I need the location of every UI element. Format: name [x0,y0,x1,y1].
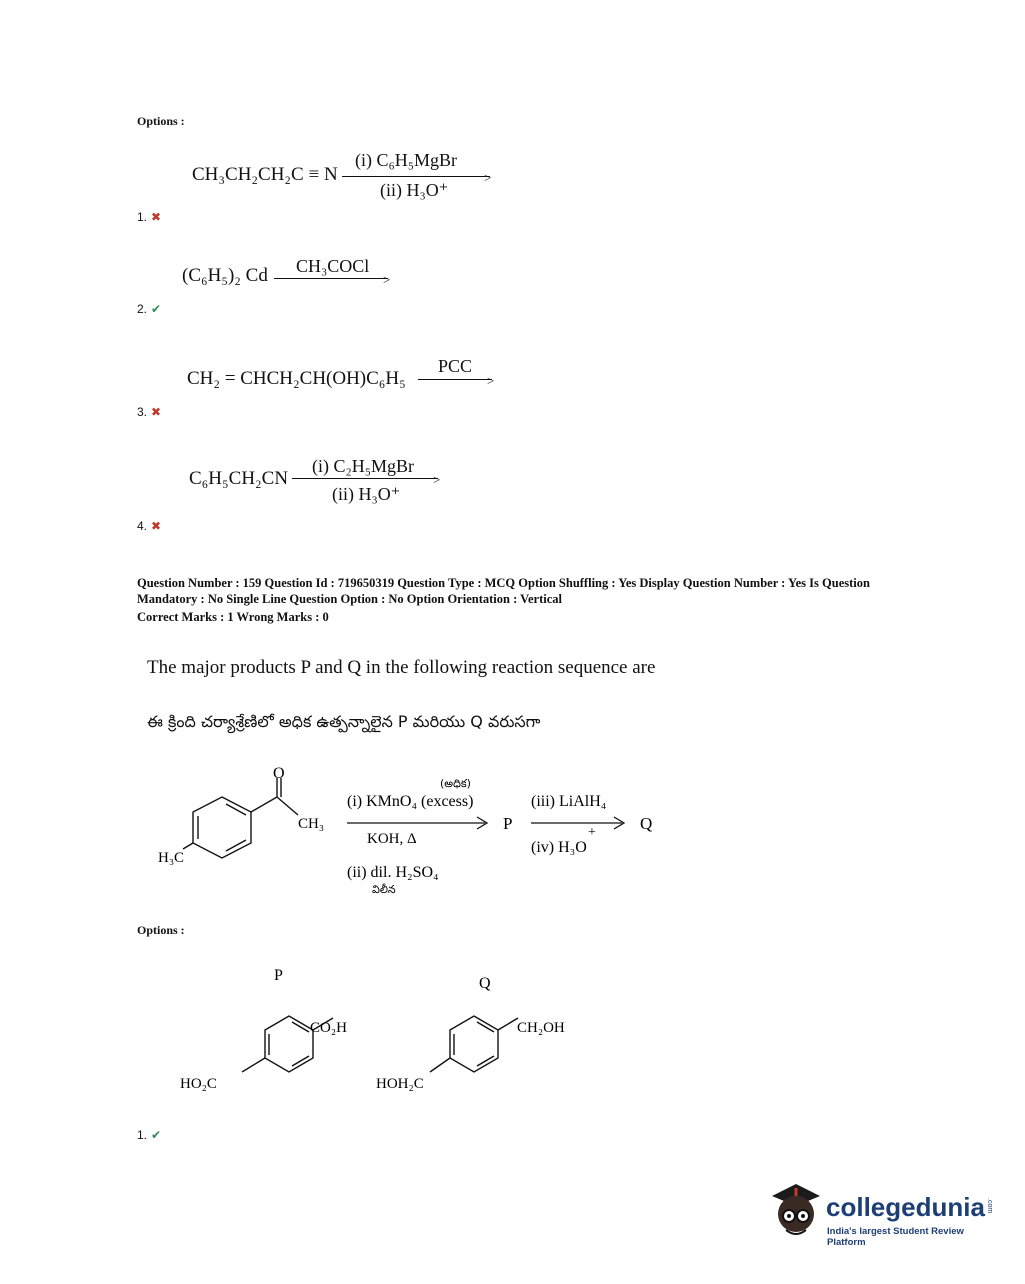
option-1-arrowhead: > [484,170,492,185]
telugu-excess-note: (అధిక) [440,777,471,790]
options-heading-2: Options : [137,923,185,937]
step1-reagent-c: (ii) dil. H₂SO₄ [347,864,439,881]
question-text-english: The major products P and Q in the following reaction sequence are [147,657,656,678]
option-4-arrow [292,478,438,479]
option-1-structures [170,960,600,1105]
q-right-group: CH₂OH [517,1020,565,1036]
option-4-arrowhead: > [433,472,441,487]
brand-name: collegedunia [826,1192,985,1222]
check-mark-icon: ✔ [151,1128,162,1142]
question-text-telugu: ఈ క్రింది చర్యాశ్రేణిలో అధిక ఉత్పన్నాలైన P మరియు Q వరుసగా [147,712,541,731]
q-label: Q [479,975,491,992]
option-1-reagent-top: (i) C₆H₅MgBr [355,150,458,170]
benzene-ring [193,797,251,858]
q-structure [430,1016,518,1072]
option-3-reagent-top: PCC [438,356,473,376]
collegedunia-logo [768,1178,998,1248]
telugu-dilute-note: విలీన [372,883,396,896]
methyl-label: CH₃ [298,816,325,832]
check-mark-icon: ✔ [151,302,162,316]
product-q: Q [640,814,653,833]
q-benzene-ring [450,1016,498,1072]
intermediate-p: P [503,814,513,833]
q-left-group: HOH₂C [376,1076,424,1092]
option-2-arrow [274,278,388,279]
mascot-icon [768,1178,824,1244]
step1-reagent-b: KOH, Δ [367,831,417,847]
p-benzene-ring [265,1016,313,1072]
options-heading: Options : [137,114,185,128]
substrate-structure [183,778,298,858]
brand-tagline: India's largest Student Review Platform [827,1226,964,1248]
wrong-mark-icon: ✖ [151,405,162,419]
option-3-label: 3. ✖ [137,405,162,419]
reaction-scheme [150,765,670,900]
option2-1-label: 1. ✔ [137,1128,162,1142]
carbonyl-oxygen: O [273,765,285,782]
option-2-arrowhead: > [383,272,391,287]
h3c-label: H₃C [158,850,185,866]
option-4-reagent-bottom: (ii) H₃O⁺ [332,484,401,504]
option-3-reactant: CH₂ = CHCH₂CH(OH)C₆H₅ [187,368,406,389]
wrong-mark-icon: ✖ [151,519,162,533]
step1-reagent-a: (i) KMnO₄ (excess) [347,793,474,810]
step2-reagent-a: (iii) LiAlH₄ [531,793,607,810]
option-1-label: 1. ✖ [137,210,162,224]
option-3-arrowhead: > [487,373,495,388]
option-1-reagent-bottom: (ii) H₃O⁺ [380,180,449,200]
option-2-label: 2. ✔ [137,302,162,316]
step2-reagent-b: (iv) H₃O [531,839,587,856]
option-4-reagent-top: (i) C₂H₅MgBr [312,456,415,476]
option-3-arrow [418,379,492,380]
step2-plus: + [588,825,596,840]
option-2-reactant: (C₆H₅)₂ Cd [182,265,268,286]
option-1-reactant: CH₃CH₂CH₂C ≡ N [192,164,338,185]
p-left-group: HO₂C [180,1076,217,1092]
option-4-reactant: C₆H₅CH₂CN [189,468,289,489]
p-right-group: CO₂H [310,1020,347,1036]
option-1-equation [192,164,338,186]
wrong-mark-icon: ✖ [151,210,162,224]
option-4-label: 4. ✖ [137,519,162,533]
p-label: P [274,967,283,984]
option-2-reagent-top: CH₃COCl [296,256,370,276]
brand-tld: .com [986,1198,993,1214]
question-meta: Question Number : 159 Question Id : 719650319 Question Type : MCQ Option Shuffling : Yes Display Question Number : Yes Is Question Mandatory : No Single Line Question Option : No Option Orientation : Vertical Correct Marks : 1 Wrong Marks : 0 [137,576,870,624]
option-1-arrow [342,176,490,177]
